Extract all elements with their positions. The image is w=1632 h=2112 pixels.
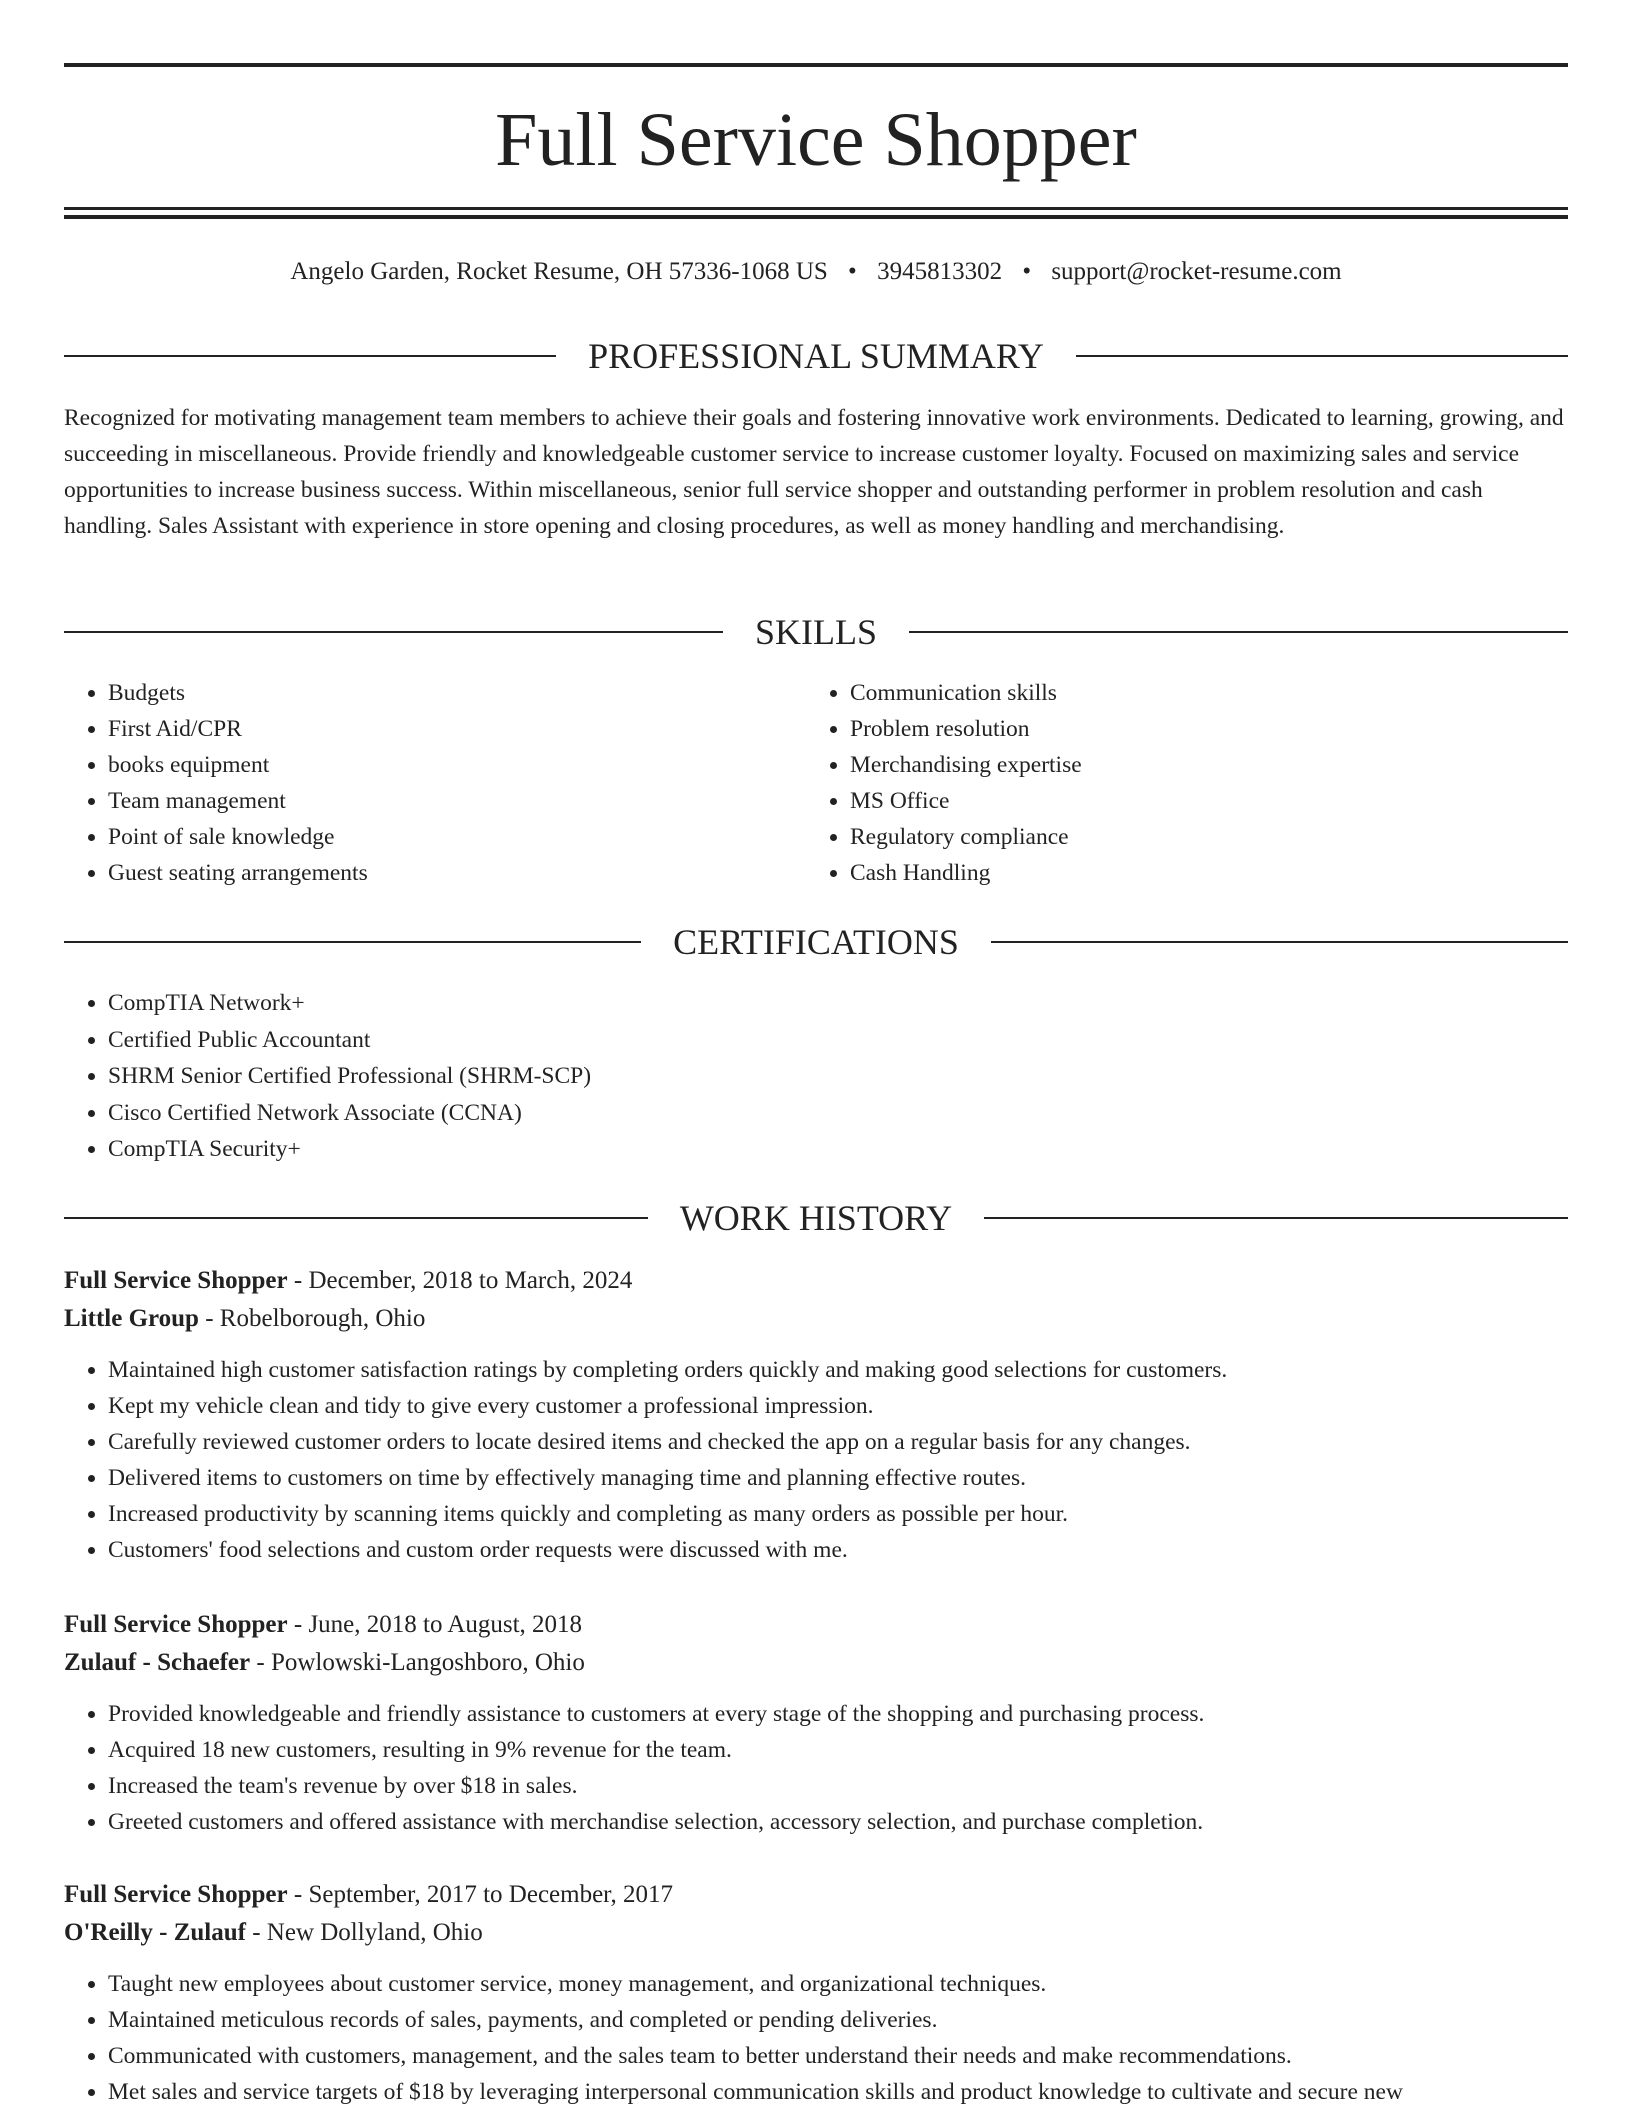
list-item: • Kept my vehicle clean and tidy to give every customer a professional impression.	[108, 1388, 1568, 1424]
list-item: • Guest seating arrangements	[108, 855, 804, 891]
list-item: • Merchandising expertise	[850, 747, 1546, 783]
heading-rule-right	[984, 1217, 1568, 1219]
skills-heading	[64, 610, 1568, 654]
skills-title: SKILLS	[755, 612, 878, 652]
job-company: Zulauf - Schaefer	[64, 1649, 251, 1676]
list-item: • Carefully reviewed customer orders to locate desired items and checked the app on a regular basis for any changes.	[108, 1424, 1568, 1460]
list-item: • books equipment	[108, 747, 804, 783]
header-double-rule-lower	[64, 215, 1568, 219]
list-item: • Acquired 18 new customers, resulting in 9% revenue for the team.	[108, 1732, 1568, 1768]
summary-title: PROFESSIONAL SUMMARY	[588, 336, 1044, 376]
list-item: • Cash Handling	[850, 855, 1546, 891]
heading-rule-left	[64, 355, 556, 357]
job-role: Full Service Shopper	[64, 1881, 288, 1908]
list-item: • CompTIA Security+	[108, 1131, 1568, 1168]
list-item: • Maintained high customer satisfaction ratings by completing orders quickly and making good selections for customers.	[108, 1352, 1568, 1388]
certifications-heading	[64, 920, 1568, 964]
list-item: • CompTIA Network+	[108, 985, 1568, 1022]
list-item: • Communication skills	[850, 675, 1546, 711]
job-dates: December, 2018 to March, 2024	[308, 1267, 633, 1294]
list-item: • Provided knowledgeable and friendly assistance to customers at every stage of the shopping and purchasing process.	[108, 1696, 1568, 1732]
contact-line	[64, 254, 1568, 290]
job-company: Little Group	[64, 1305, 199, 1332]
job-entry: Full Service Shopper - September, 2017 to December, 2017 O'Reilly - Zulauf - New Dollyland, Ohio • Taught new employees about customer service, money management, and organizational techniques. • Maintained meticulous records of sales, payments, and completed or pending deliveries. • Communicated with customers, management, and the sales team to better understand their needs and make recommendations. • Met sales and service targets of $18 by leveraging interpersonal communication skills and product knowledge to cultivate and secure new	[64, 1876, 1568, 2110]
list-item: • Certified Public Accountant	[108, 1022, 1568, 1059]
skills-column-right	[806, 675, 1546, 891]
job-dates: September, 2017 to December, 2017	[308, 1881, 674, 1908]
list-item: • SHRM Senior Certified Professional (SHRM-SCP)	[108, 1058, 1568, 1095]
list-item: • Team management	[108, 783, 804, 819]
list-item: • Increased the team's revenue by over $18 in sales.	[108, 1768, 1568, 1804]
job-role: Full Service Shopper	[64, 1611, 288, 1638]
summary-text: Recognized for motivating management team members to achieve their goals and fostering innovative work environments. Dedicated to learning, growing, and succeeding in miscellaneous. Provide friendly and knowledgeable customer service to increase customer loyalty. Focused on maximizing sales and service opportunities to increase business success. Within miscellaneous, senior full service shopper and outstanding performer in problem resolution and cash handling. Sales Assistant with experience in store opening and closing procedures, as well as money handling and merchandising.	[64, 405, 1564, 539]
job-entry: Full Service Shopper - December, 2018 to March, 2024 Little Group - Robelborough, Ohio • Maintained high customer satisfaction ratings by completing orders quickly and making good selections for customers. • Kept my vehicle clean and tidy to give every customer a professional impression. • Carefully reviewed customer orders to locate desired items and checked the app on a regular basis for any changes. • Delivered items to customers on time by effectively managing time and planning effective routes. • Increased productivity by scanning items quickly and completing as many orders as possible per hour. • Customers' food selections and custom order requests were discussed with me.	[64, 1262, 1568, 1568]
contact-separator: •	[1022, 258, 1032, 285]
list-item: • Cisco Certified Network Associate (CCNA)	[108, 1095, 1568, 1132]
header-double-rule-upper	[64, 207, 1568, 210]
heading-rule-right	[991, 941, 1568, 943]
work-history-title: WORK HISTORY	[679, 1198, 953, 1238]
list-item: • Taught new employees about customer service, money management, and organizational techniques.	[108, 1966, 1568, 2002]
heading-rule-left	[64, 941, 641, 943]
contact-phone: 3945813302	[877, 258, 1003, 285]
work-history-heading	[64, 1196, 1568, 1240]
list-item: • Point of sale knowledge	[108, 819, 804, 855]
heading-rule-left	[64, 631, 723, 633]
certifications-list	[64, 985, 1568, 1168]
job-location: Powlowski-Langoshboro, Ohio	[270, 1649, 585, 1676]
list-item: • Regulatory compliance	[850, 819, 1546, 855]
list-item: • Problem resolution	[850, 711, 1546, 747]
list-item: • Increased productivity by scanning items quickly and completing as many orders as possible per hour.	[108, 1496, 1568, 1532]
list-item: • Greeted customers and offered assistance with merchandise selection, accessory selection, and purchase completion.	[108, 1804, 1568, 1840]
skills-column-left	[64, 675, 804, 891]
heading-rule-right	[1076, 355, 1568, 357]
list-item: • Delivered items to customers on time by effectively managing time and planning effective routes.	[108, 1460, 1568, 1496]
job-role: Full Service Shopper	[64, 1267, 288, 1294]
contact-separator: •	[848, 258, 857, 285]
heading-rule-right	[909, 631, 1568, 633]
contact-email: support@rocket-resume.com	[1051, 258, 1342, 285]
summary-heading	[64, 334, 1568, 378]
job-company: O'Reilly - Zulauf	[64, 1919, 246, 1946]
list-item: • Customers' food selections and custom order requests were discussed with me.	[108, 1532, 1568, 1568]
header-top-rule	[64, 63, 1568, 67]
list-item: • Met sales and service targets of $18 by leveraging interpersonal communication skills and product knowledge to cultivate and secure new	[108, 2074, 1568, 2110]
job-location: New Dollyland, Ohio	[266, 1919, 483, 1946]
job-location: Robelborough, Ohio	[219, 1305, 426, 1332]
contact-address: Angelo Garden, Rocket Resume, OH 57336-1068 US	[290, 258, 828, 285]
list-item: • MS Office	[850, 783, 1546, 819]
job-entry: Full Service Shopper - June, 2018 to August, 2018 Zulauf - Schaefer - Powlowski-Langoshboro, Ohio • Provided knowledgeable and friendly assistance to customers at every stage of the shopping and purchasing process. • Acquired 18 new customers, resulting in 9% revenue for the team. • Increased the team's revenue by over $18 in sales. • Greeted customers and offered assistance with merchandise selection, accessory selection, and purchase completion.	[64, 1606, 1568, 1840]
job-dates: June, 2018 to August, 2018	[308, 1611, 583, 1638]
list-item: • Budgets	[108, 675, 804, 711]
certifications-title: CERTIFICATIONS	[673, 922, 959, 962]
resume-name: Full Service Shopper	[495, 98, 1137, 182]
list-item: • Maintained meticulous records of sales, payments, and completed or pending deliveries.	[108, 2002, 1568, 2038]
list-item: • Communicated with customers, management, and the sales team to better understand their needs and make recommendations.	[108, 2038, 1568, 2074]
heading-rule-left	[64, 1217, 648, 1219]
list-item: • First Aid/CPR	[108, 711, 804, 747]
